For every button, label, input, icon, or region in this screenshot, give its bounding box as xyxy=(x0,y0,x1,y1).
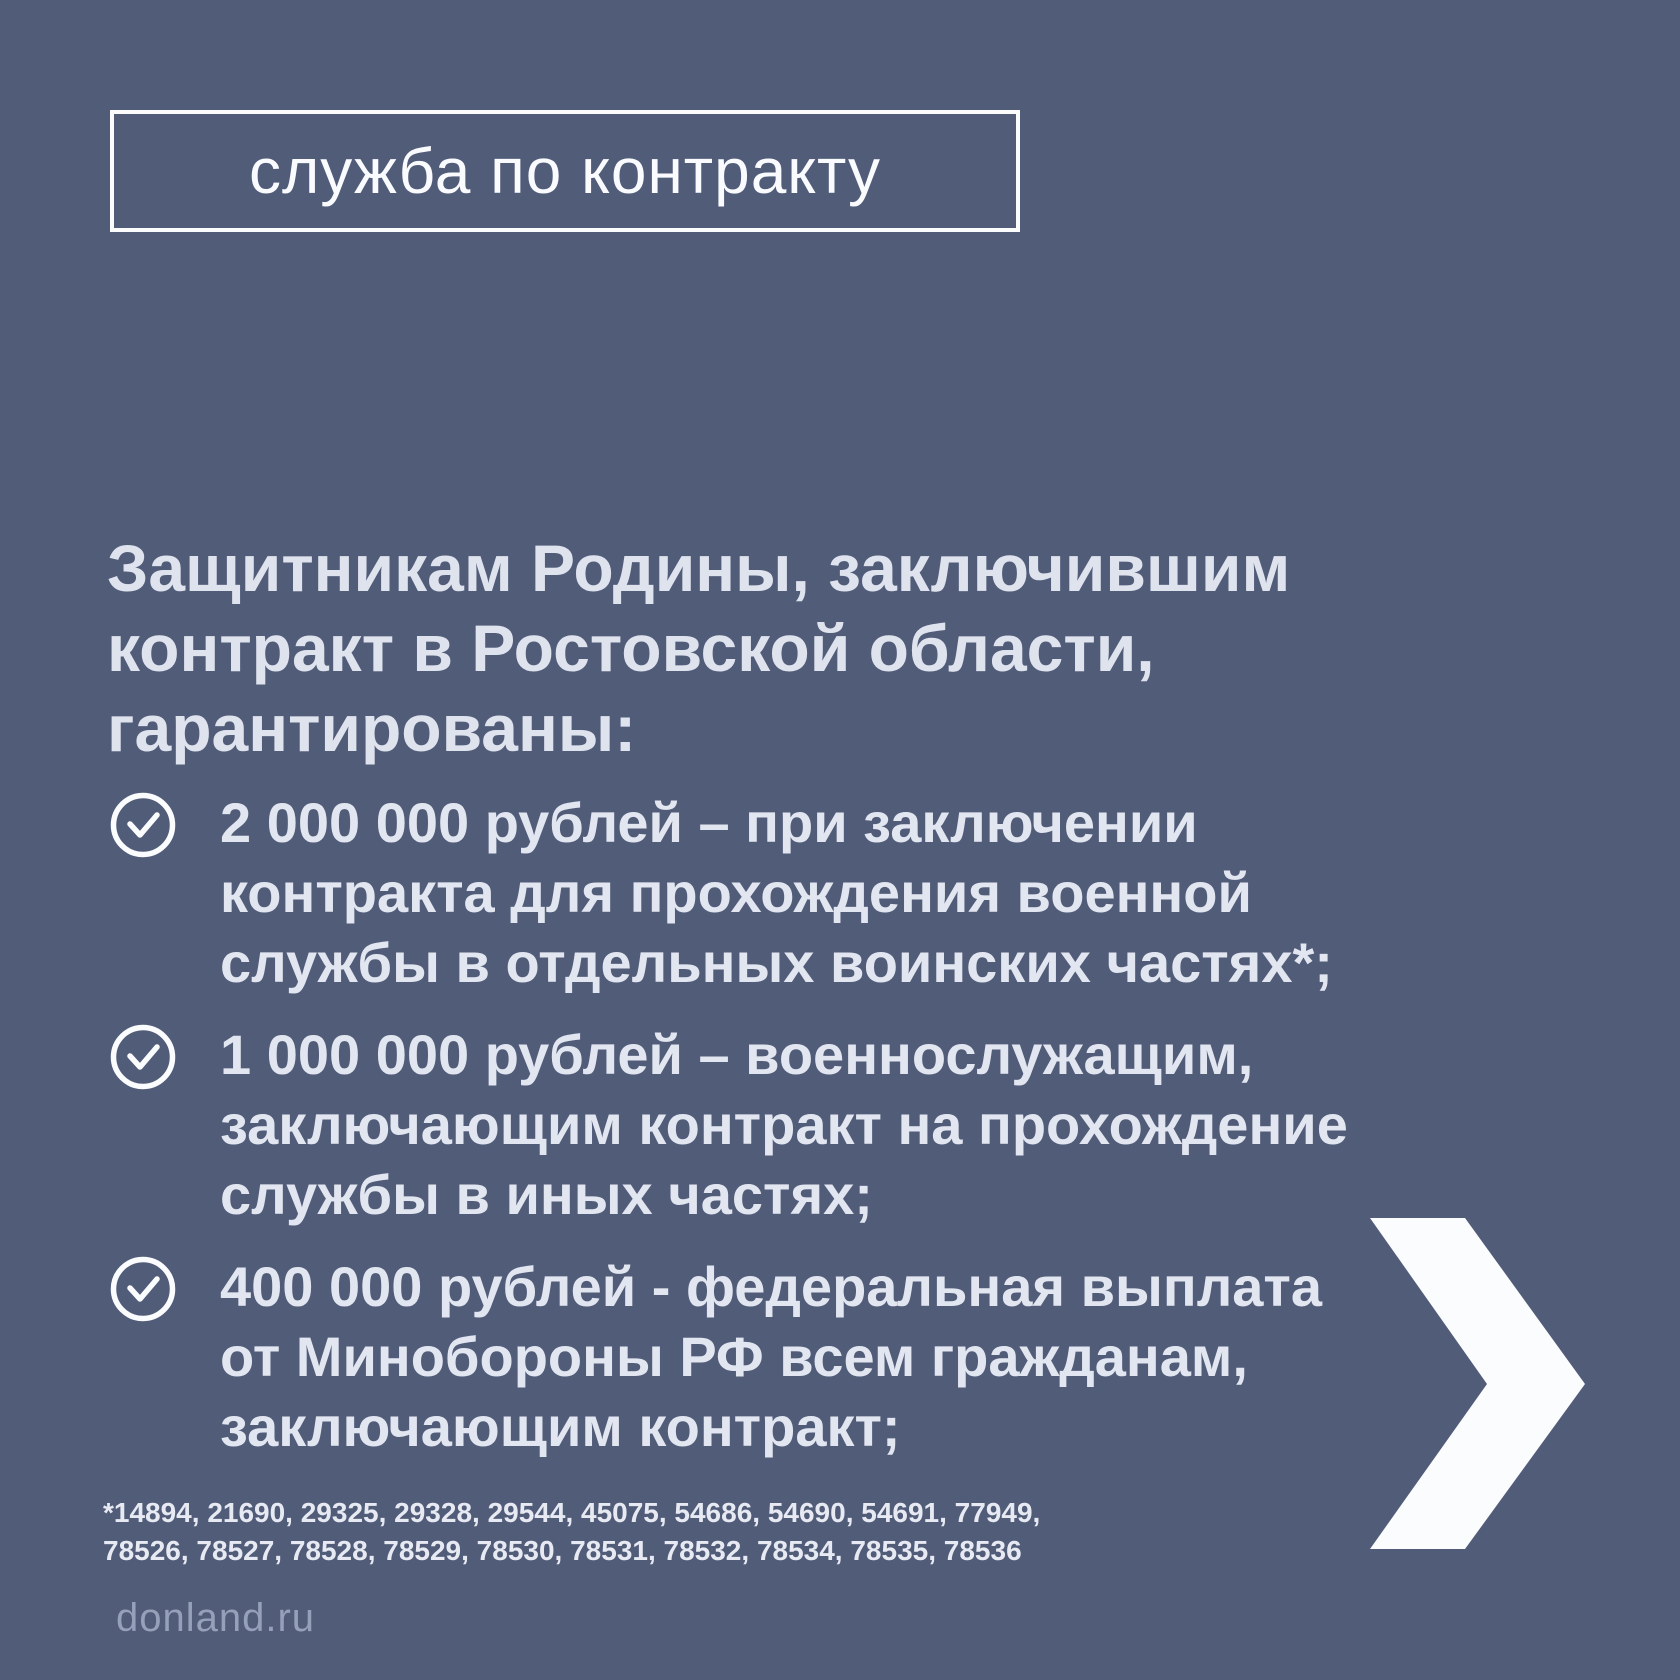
footnote-line: 78526, 78527, 78528, 78529, 78530, 78531, 78532, 78534, 78535, 78536 xyxy=(103,1535,1022,1566)
check-circle-icon xyxy=(110,1024,176,1090)
benefit-line: заключающим контракт на прохождение xyxy=(220,1093,1348,1156)
site-label: donland.ru xyxy=(116,1596,316,1640)
benefit-text xyxy=(220,1252,1322,1462)
benefit-item xyxy=(110,1020,1348,1230)
badge-label: служба по контракту xyxy=(248,135,882,207)
benefit-text xyxy=(220,788,1333,998)
benefit-item xyxy=(110,788,1348,998)
benefit-line: 2 000 000 рублей – при заключении xyxy=(220,791,1198,854)
benefit-text xyxy=(220,1020,1348,1230)
headline-line: гарантированы: xyxy=(107,691,637,765)
benefit-line: службы в иных частях; xyxy=(220,1163,873,1226)
check-circle-icon xyxy=(110,1256,176,1322)
check-circle-icon xyxy=(110,792,176,858)
contract-service-badge xyxy=(110,110,1020,232)
headline xyxy=(107,528,1290,768)
headline-line: контракт в Ростовской области, xyxy=(107,611,1155,685)
benefit-item xyxy=(110,1252,1348,1462)
footnote-unit-numbers xyxy=(103,1494,1040,1570)
benefit-line: 400 000 рублей - федеральная выплата xyxy=(220,1255,1322,1318)
benefit-line: заключающим контракт; xyxy=(220,1395,901,1458)
benefit-line: службы в отдельных воинских частях*; xyxy=(220,931,1333,994)
benefits-list xyxy=(110,788,1348,1462)
benefit-line: контракта для прохождения военной xyxy=(220,861,1252,924)
chevron-right-icon[interactable] xyxy=(1370,1218,1585,1549)
benefit-line: от Минобороны РФ всем гражданам, xyxy=(220,1325,1248,1388)
headline-line: Защитникам Родины, заключившим xyxy=(107,531,1291,605)
footnote-line: *14894, 21690, 29325, 29328, 29544, 45075, 54686, 54690, 54691, 77949, xyxy=(103,1497,1041,1528)
benefit-line: 1 000 000 рублей – военнослужащим, xyxy=(220,1023,1254,1086)
